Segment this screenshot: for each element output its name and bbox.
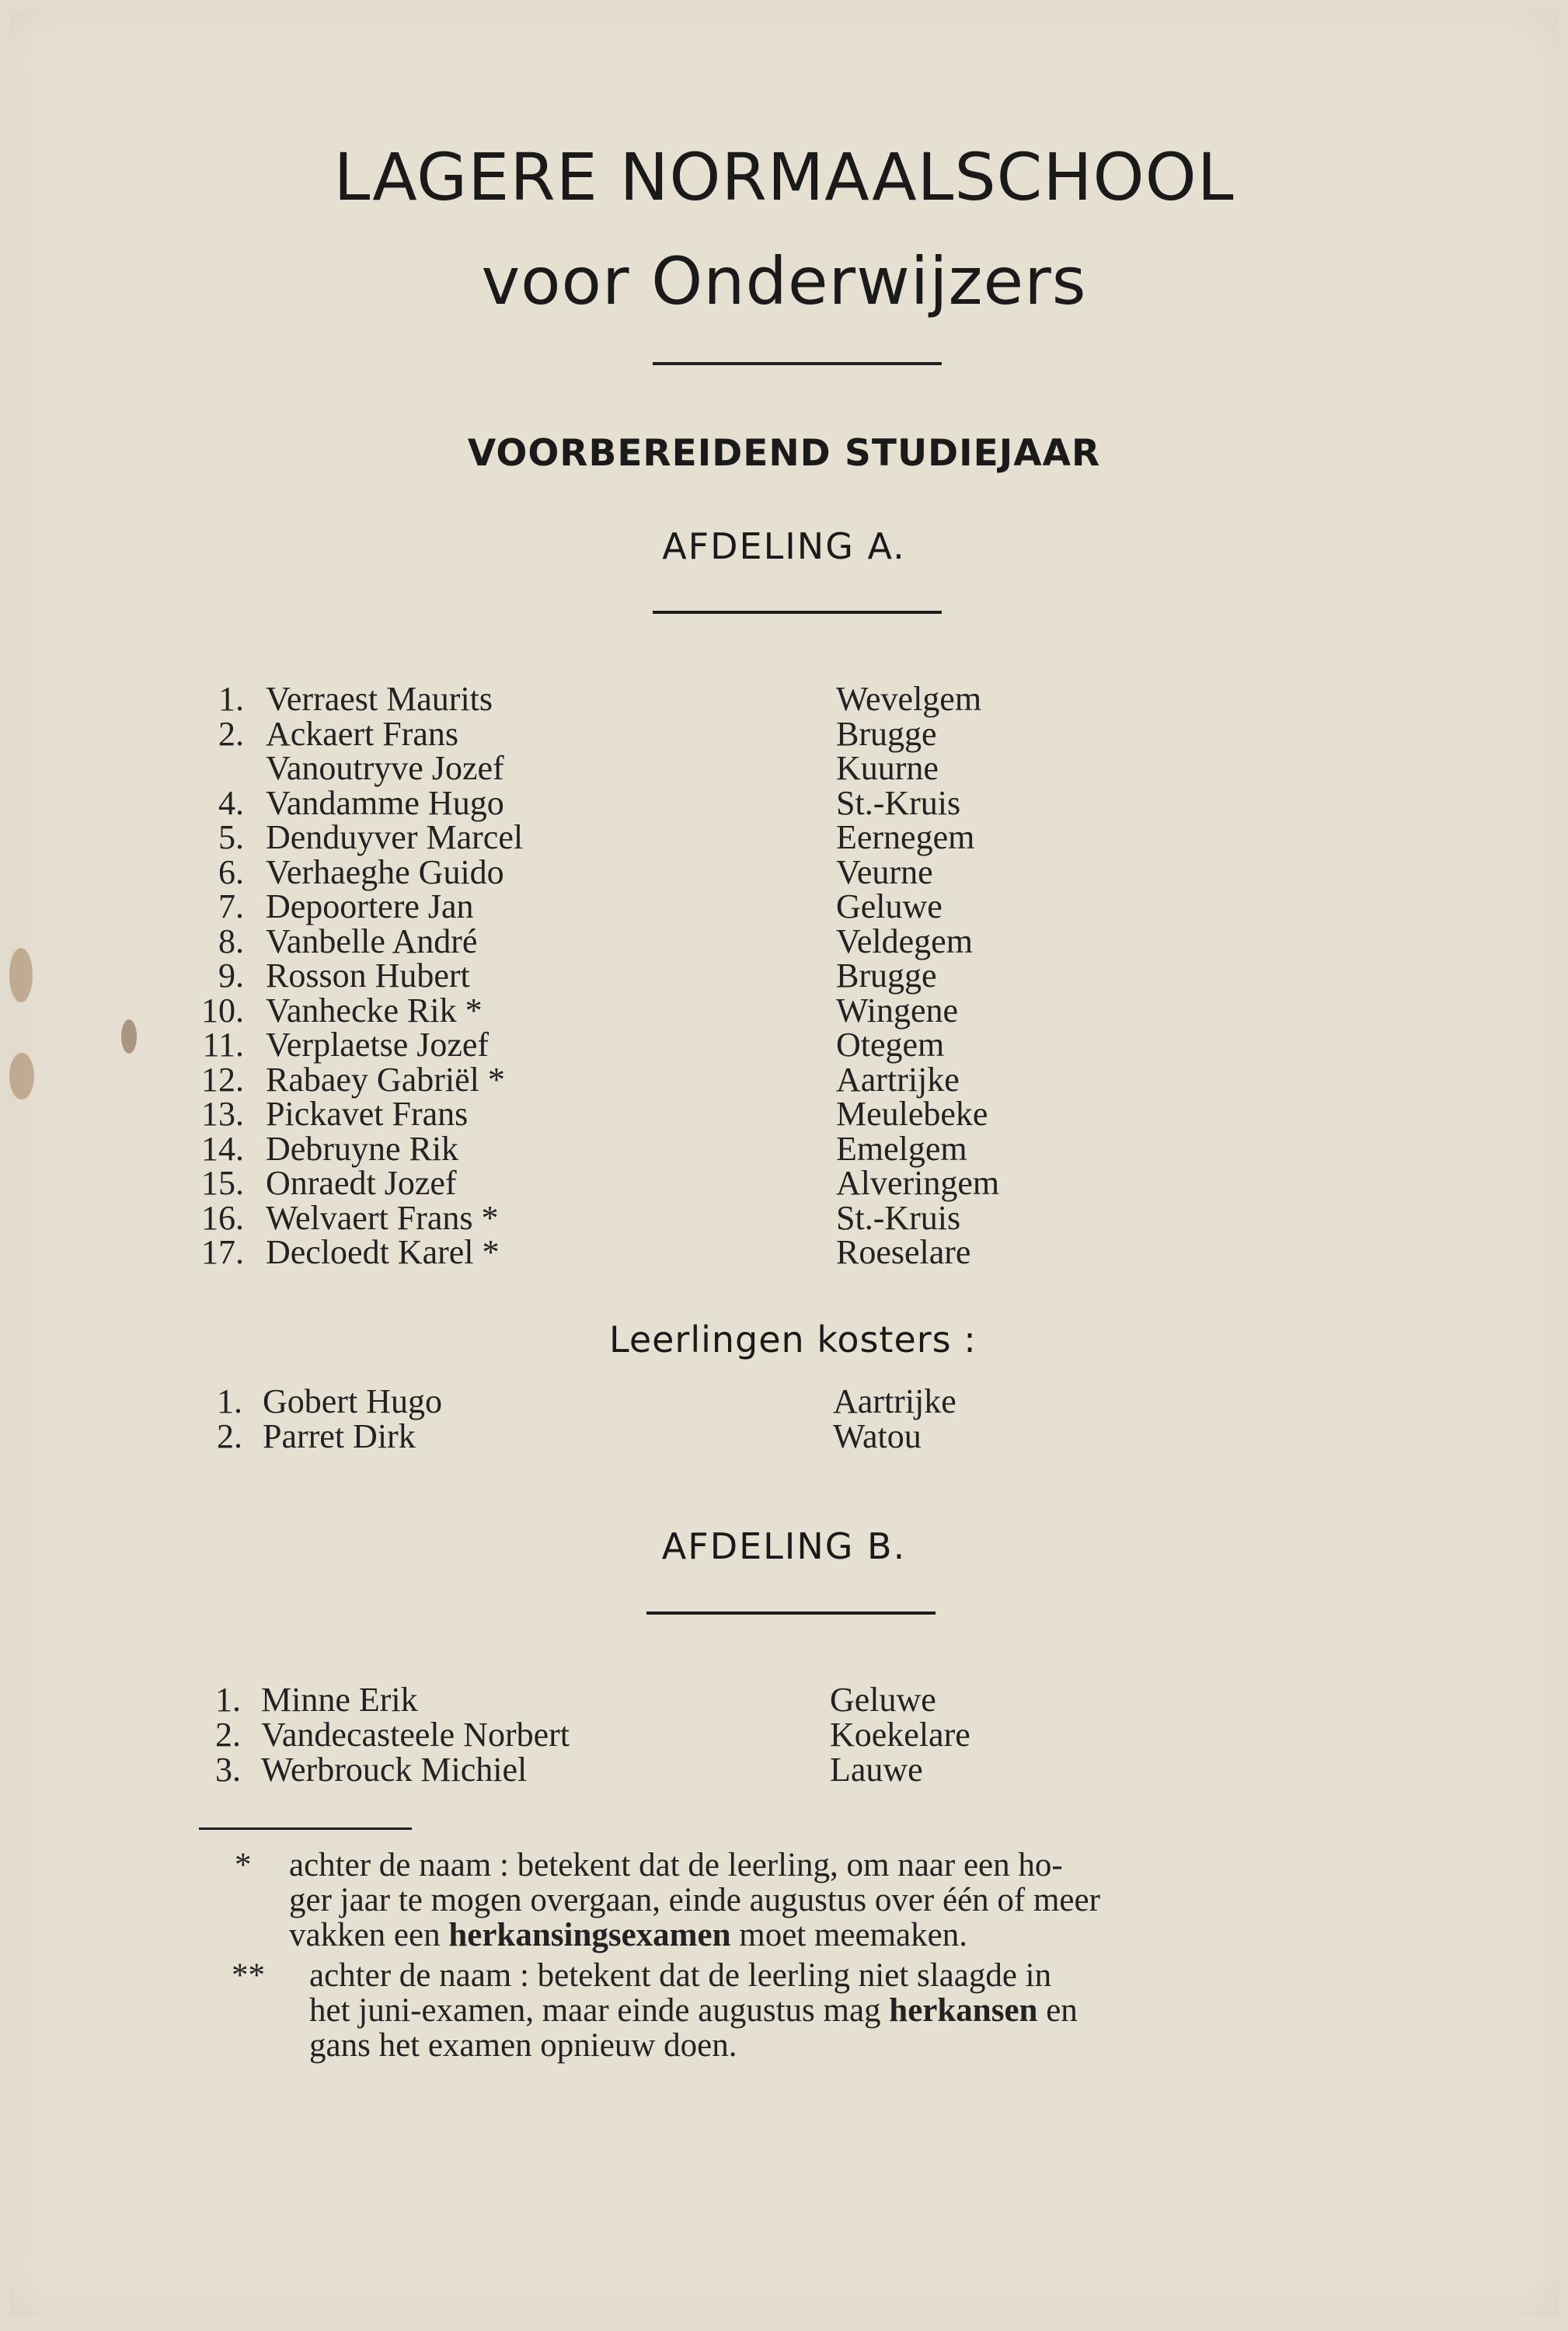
student-place: Kuurne xyxy=(836,749,939,787)
student-name: Vanoutryve Jozef xyxy=(266,749,504,787)
student-name: Rabaey Gabriël * xyxy=(266,1060,505,1099)
student-place: Alveringem xyxy=(836,1164,1000,1202)
list-item xyxy=(0,1235,1568,1274)
student-name: Parret Dirk xyxy=(263,1417,416,1455)
list-item-number: 1. xyxy=(218,680,244,718)
kosters-heading: Leerlingen kosters : xyxy=(609,1319,977,1361)
list-item-number: 1. xyxy=(217,1382,242,1420)
footnote-2-marker: ** xyxy=(232,1957,265,1994)
footnote-2-line-2-bold: herkansen xyxy=(889,1992,1038,2029)
student-place: Geluwe xyxy=(836,887,943,925)
student-place: Aartrijke xyxy=(833,1382,956,1420)
student-place: Veldegem xyxy=(836,922,973,960)
list-item-number: 11. xyxy=(202,1026,244,1064)
student-place: Emelgem xyxy=(836,1129,967,1168)
list-item-number: 9. xyxy=(218,956,244,995)
list-item xyxy=(0,1753,1568,1792)
student-name: Vanhecke Rik * xyxy=(266,991,483,1030)
school-subtitle: voor Onderwijzers xyxy=(481,243,1087,319)
footnote-1-line-2: ger jaar te mogen overgaan, einde augustus over één of meer xyxy=(289,1882,1100,1918)
student-place: Brugge xyxy=(836,956,937,995)
list-item-number: 2. xyxy=(217,1417,242,1455)
student-name: Vandamme Hugo xyxy=(266,783,504,822)
footnote-1-marker: * xyxy=(235,1847,252,1883)
footnote-2-line-2-pre: het juni-examen, maar einde augustus mag xyxy=(309,1992,881,2029)
list-item-number: 2. xyxy=(215,1716,241,1754)
footnote-2-line-3: gans het examen opnieuw doen. xyxy=(309,2027,737,2064)
student-name: Pickavet Frans xyxy=(266,1095,469,1133)
footnote-2-line-2-post: en xyxy=(1046,1992,1078,2029)
student-place: Wevelgem xyxy=(836,680,982,718)
list-item-number: 14. xyxy=(201,1129,244,1168)
student-place: St.-Kruis xyxy=(836,783,961,822)
section-a-heading: AFDELING A. xyxy=(662,525,906,567)
student-name: Werbrouck Michiel xyxy=(261,1751,528,1789)
list-item xyxy=(0,1417,1568,1458)
student-name: Depoortere Jan xyxy=(266,887,474,925)
list-item-number: 15. xyxy=(201,1164,244,1202)
list-item-number: 13. xyxy=(201,1095,244,1133)
divider xyxy=(646,1611,936,1615)
footnote-1-line-3 xyxy=(289,1918,967,1953)
student-name: Welvaert Frans * xyxy=(266,1198,499,1237)
list-item-number: 4. xyxy=(218,783,244,822)
student-name: Verhaeghe Guido xyxy=(266,852,504,891)
list-item-number: 8. xyxy=(218,922,244,960)
divider xyxy=(653,611,942,614)
list-item-number: 7. xyxy=(218,887,244,925)
student-place: Lauwe xyxy=(830,1751,923,1789)
student-place: Brugge xyxy=(836,714,937,753)
list-item-number: 3. xyxy=(215,1751,241,1789)
student-place: Watou xyxy=(833,1417,922,1455)
student-name: Ackaert Frans xyxy=(266,714,459,753)
student-name: Denduyver Marcel xyxy=(266,818,524,856)
footnote-1-line-3-pre: vakken een xyxy=(289,1917,441,1953)
student-place: Koekelare xyxy=(830,1716,970,1754)
footnote-1-line-3-bold: herkansingsexamen xyxy=(448,1917,731,1953)
list-item-number: 2. xyxy=(218,714,244,753)
list-item-number: 16. xyxy=(201,1198,244,1237)
student-place: Meulebeke xyxy=(836,1095,988,1133)
student-place: Wingene xyxy=(836,991,959,1030)
footnote-2-line-1: achter de naam : betekent dat de leerling niet slaagde in xyxy=(309,1957,1052,1994)
list-item-number: 1. xyxy=(215,1681,241,1719)
student-name: Decloedt Karel * xyxy=(266,1233,500,1271)
student-name: Vanbelle André xyxy=(266,922,478,960)
student-place: Roeselare xyxy=(836,1233,971,1271)
student-place: Geluwe xyxy=(830,1681,936,1719)
student-name: Rosson Hubert xyxy=(266,956,470,995)
list-item-number: 12. xyxy=(201,1060,244,1099)
footnote-1-line-3-post: moet meemaken. xyxy=(739,1917,967,1953)
list-item xyxy=(0,714,1568,756)
student-name: Minne Erik xyxy=(261,1681,418,1719)
school-title: LAGERE NORMAALSCHOOL xyxy=(333,139,1235,215)
list-item-number: 6. xyxy=(218,852,244,891)
student-name: Debruyne Rik xyxy=(266,1129,459,1168)
student-place: Aartrijke xyxy=(836,1060,960,1099)
list-item-number: 17. xyxy=(201,1233,244,1271)
section-b-heading: AFDELING B. xyxy=(661,1525,907,1567)
student-place: Veurne xyxy=(836,852,933,891)
student-name: Gobert Hugo xyxy=(263,1382,442,1420)
footnote-1-line-1: achter de naam : betekent dat de leerling, om naar een ho- xyxy=(289,1847,1063,1883)
student-name: Verplaetse Jozef xyxy=(266,1026,490,1064)
student-place: St.-Kruis xyxy=(836,1198,961,1237)
list-item-number: 10. xyxy=(201,991,244,1030)
student-name: Verraest Maurits xyxy=(266,680,493,718)
student-place: Otegem xyxy=(836,1026,945,1064)
footnote-2-line-2 xyxy=(309,1993,1078,2028)
year-heading: VOORBEREIDEND STUDIEJAAR xyxy=(467,432,1101,475)
student-name: Vandecasteele Norbert xyxy=(261,1716,570,1754)
divider xyxy=(653,362,942,365)
list-item-number: 5. xyxy=(218,818,244,856)
footnote-divider xyxy=(199,1828,412,1830)
student-place: Eernegem xyxy=(836,818,975,856)
student-name: Onraedt Jozef xyxy=(266,1164,457,1202)
